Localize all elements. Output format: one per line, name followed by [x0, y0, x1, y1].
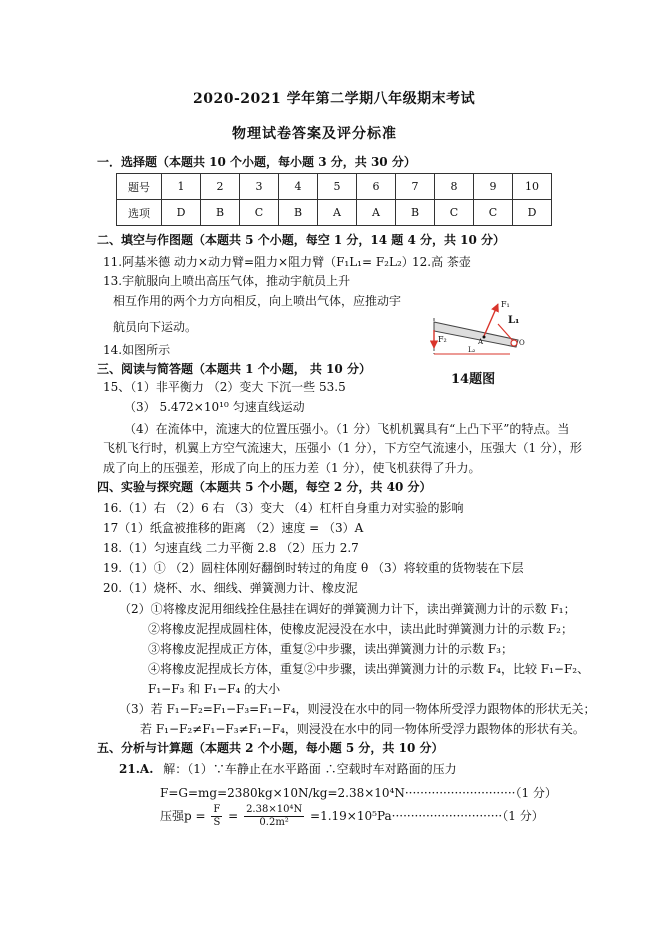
question-number: 8 [435, 174, 474, 200]
figure-caption: 14题图 [451, 372, 496, 387]
page-title: 2020-2021 学年第二学期八年级期末考试 [193, 91, 476, 107]
answer-cell: A [318, 200, 357, 226]
answer-cell: B [279, 200, 318, 226]
answer-q14: 14.如图所示 [103, 343, 171, 357]
section5-heading: 五、分析与计算题（本题共 2 个小题，每小题 5 分，共 10 分） [97, 741, 444, 755]
answer-cell: C [474, 200, 513, 226]
label-o: O [519, 339, 525, 347]
fraction-denominator: S [213, 817, 221, 828]
section3-heading: 三、阅读与简答题（本题共 1 个小题， 共 10 分） [97, 362, 371, 376]
answer-cell: B [396, 200, 435, 226]
fraction-numerator: 2.38×10⁴N [246, 804, 303, 815]
question-number: 7 [396, 174, 435, 200]
answer-cell: B [201, 200, 240, 226]
section1-heading: 一．选择题（本题共 10 个小题，每小题 3 分，共 30 分） [97, 155, 416, 169]
answer-q13-line2: 相互作用的两个力方向相反，向上喷出气体，应推动宇 [113, 294, 402, 308]
fraction-values [244, 804, 304, 829]
answer-q11: 11.阿基米德 动力×动力臂=阻力×阻力臂（F₁L₁= F₂L₂） [103, 255, 414, 269]
eq2-prefix: 压强p = [160, 809, 206, 823]
answer-q15-line2: （3） 5.472×10¹⁰ 匀速直线运动 [124, 400, 305, 414]
question-number: 3 [240, 174, 279, 200]
question-number: 5 [318, 174, 357, 200]
answer-q12: 12.高 茶壶 [412, 255, 471, 269]
label-l2: L₂ [468, 346, 476, 354]
section4-heading: 四、实验与探究题（本题共 5 个小题，每空 2 分，共 40 分） [97, 480, 432, 494]
q21-text: 解：（1）∵车静止在水平路面 ∴空载时车对路面的压力 [163, 762, 457, 776]
answer-q21-eq2: 压强p = $\frac{F}{S}$ = $\frac{\text{2.38×10⁴N}}{\text{0.2m²}}$ =1.19×10⁵Pa·····························（1 分） [160, 804, 544, 828]
answer-q20-part2c: ③将橡皮泥捏成正方体，重复②中步骤，读出弹簧测力计的示数 F₃； [148, 642, 513, 656]
answer-q15-para1: （4）在流体中，流速大的位置压强小。（1 分）飞机机翼具有“上凸下平”的特点。当 [124, 422, 570, 436]
question-number: 10 [513, 174, 552, 200]
answer-q21-eq1: F=G=mg=2380kg×10N/kg=2.38×10⁴N·····························（1 分） [160, 786, 557, 800]
question-number: 9 [474, 174, 513, 200]
eq2-result: =1.19×10⁵Pa·····························（1 分） [310, 809, 544, 823]
answer-q15-para2: 飞机飞行时，机翼上方空气流速大，压强小（1 分），下方空气流速小，压强大（1 分），形 [103, 441, 582, 455]
answer-q19: 19.（1）① （2）圆柱体刚好翻倒时转过的角度 θ （3）将较重的货物装在下层 [103, 561, 524, 575]
label-f1: F₁ [501, 300, 510, 309]
question-number: 1 [162, 174, 201, 200]
answer-q20-part1: 20.（1）烧杯、水、细线、弹簧测力计、橡皮泥 [103, 581, 358, 595]
label-f2: F₂ [438, 335, 447, 344]
answer-q13-line1: 13.宇航服向上喷出高压气体，推动宇航员上升 [103, 274, 351, 288]
answer-cell: D [513, 200, 552, 226]
q21-label: 21.A. [119, 762, 154, 776]
answer-q20-part3b: 若 F₁−F₂≠F₁−F₃≠F₁−F₄，则浸没在水中的同一物体所受浮力跟物体的形状有关。 [140, 722, 585, 736]
answer-q15-para3: 成了向上的压强差，形成了向上的压力差（1 分），使飞机获得了升力。 [103, 461, 481, 475]
answer-cell: C [240, 200, 279, 226]
answer-q17: 17（1）纸盒被推移的距离 （2）速度 = （3）A [103, 521, 364, 535]
table-row-label: 题号 [117, 174, 162, 200]
answer-q20-part2e: F₁−F₃ 和 F₁−F₄ 的大小 [148, 682, 281, 696]
label-l1: L₁ [508, 315, 520, 326]
force-f1-arrow [484, 304, 498, 336]
question-number: 6 [357, 174, 396, 200]
question-number: 2 [201, 174, 240, 200]
fraction-denominator: 0.2m² [259, 817, 289, 828]
fraction-f-over-s [211, 804, 222, 829]
answer-q18: 18.（1）匀速直线 二力平衡 2.8 （2）压力 2.7 [103, 541, 359, 555]
page-subtitle: 物理试卷答案及评分标准 [232, 126, 397, 142]
label-a: A [478, 338, 484, 346]
table-row-label: 选项 [117, 200, 162, 226]
answer-q20-part2d: ④将橡皮泥捏成长方体，重复②中步骤，读出弹簧测力计的示数 F₄，比较 F₁−F₂、 [148, 662, 590, 676]
answer-cell: C [435, 200, 474, 226]
answer-cell: A [357, 200, 396, 226]
lever-diagram [428, 298, 568, 378]
table-row [117, 200, 552, 226]
answer-q15-line1: 15、（1）非平衡力 （2）变大 下沉一些 53.5 [103, 380, 346, 394]
answer-q20-part2b: ②将橡皮泥捏成圆柱体，使橡皮泥浸没在水中，读出此时弹簧测力计的示数 F₂； [148, 622, 573, 636]
answer-table [116, 173, 552, 226]
answer-q20-part3a: （3）若 F₁−F₂=F₁−F₃=F₁−F₄，则浸没在水中的同一物体所受浮力跟物体的形状无关； [119, 702, 596, 716]
fulcrum-o [511, 340, 517, 346]
answer-q21-line1 [119, 762, 457, 776]
answer-q13-line3: 航员向下运动。 [113, 320, 198, 334]
answer-cell: D [162, 200, 201, 226]
section2-heading: 二、填空与作图题（本题共 5 个小题，每空 1 分，14 题 4 分，共 10 分） [97, 233, 506, 247]
fraction-numerator: F [213, 804, 221, 815]
answer-q16: 16.（1）右 （2）6 右 （3）变大 （4）杠杆自身重力对实验的影响 [103, 501, 464, 515]
question-number: 4 [279, 174, 318, 200]
answer-q20-part2a: （2）①将橡皮泥用细线拴住悬挂在调好的弹簧测力计下，读出弹簧测力计的示数 F₁； [119, 602, 576, 616]
table-row [117, 174, 552, 200]
